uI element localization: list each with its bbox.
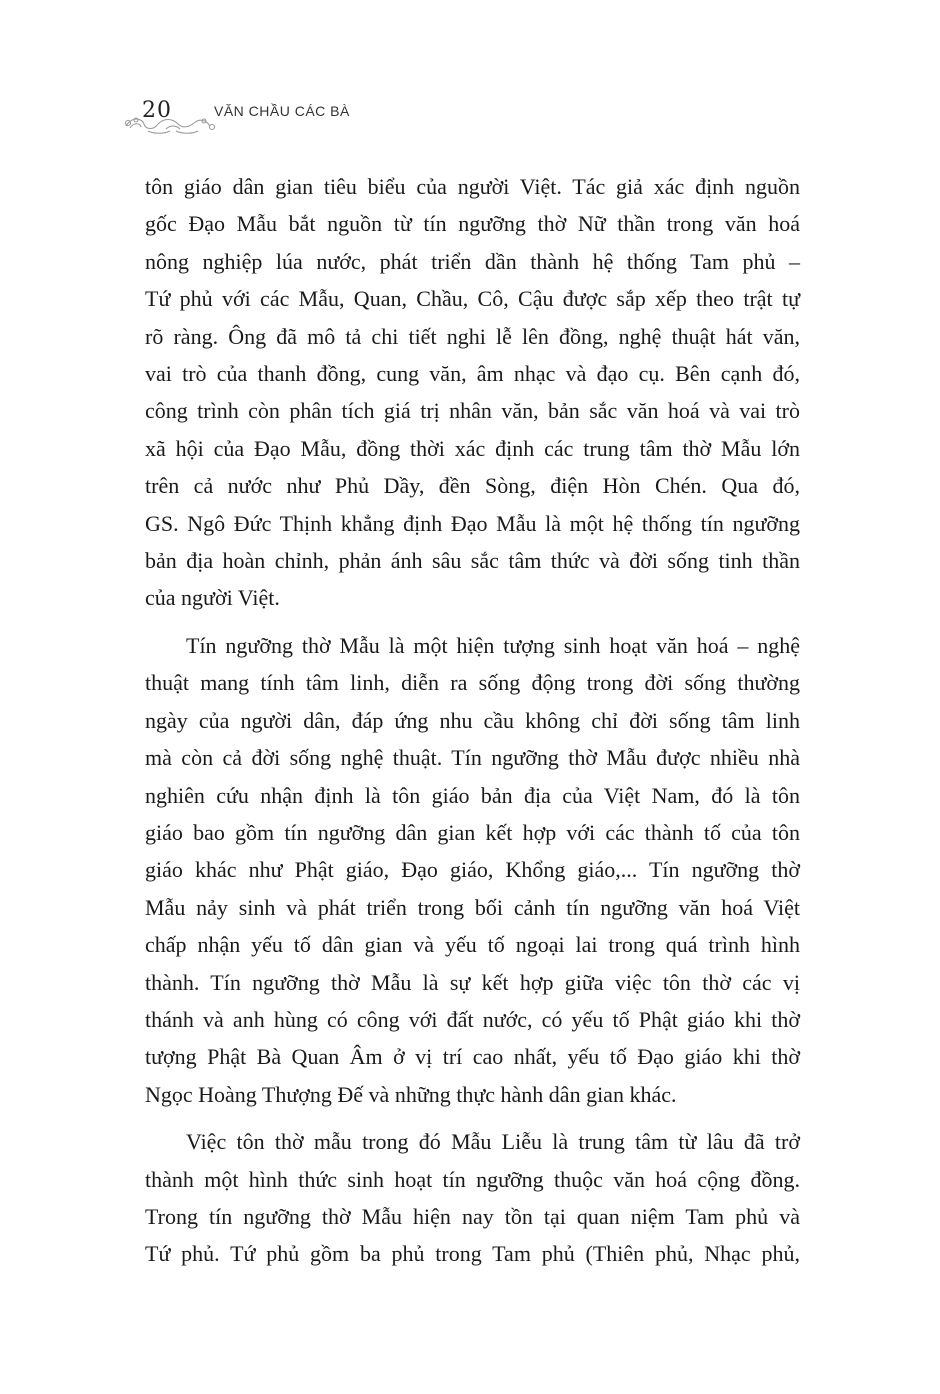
text-line: Tứ phủ. Tứ phủ gồm ba phủ trong Tam phủ (Thiên phủ, Nhạc phủ, — [145, 1241, 800, 1267]
text-line: ngày của người dân, đáp ứng nhu cầu không chỉ đời sống tâm linh — [145, 707, 800, 733]
text-line: gốc Đạo Mẫu bắt nguồn từ tín ngưỡng thờ Nữ thần trong văn hoá — [145, 211, 800, 237]
paragraph-2 — [145, 627, 800, 1113]
text-line: Trong tín ngưỡng thờ Mẫu hiện nay tồn tại quan niệm Tam phủ và — [145, 1203, 800, 1229]
text-line: Việc tôn thờ mẫu trong đó Mẫu Liễu là trung tâm từ lâu đã trở — [186, 1129, 800, 1155]
text-line: thành. Tín ngưỡng thờ Mẫu là sự kết hợp giữa việc tôn thờ các vị — [145, 969, 800, 995]
text-line: giáo bao gồm tín ngưỡng dân gian kết hợp với các thành tố của tôn — [145, 819, 800, 845]
text-line: thánh và anh hùng có công với đất nước, có yếu tố Phật giáo khi thờ — [145, 1006, 800, 1032]
text-line: Tín ngưỡng thờ Mẫu là một hiện tượng sinh hoạt văn hoá – nghệ — [186, 632, 800, 658]
text-line: Mẫu nảy sinh và phát triển trong bối cảnh tín ngưỡng văn hoá Việt — [145, 894, 800, 920]
text-line: nông nghiệp lúa nước, phát triển dần thành hệ thống Tam phủ – — [145, 248, 800, 274]
text-line: xã hội của Đạo Mẫu, đồng thời xác định các trung tâm thờ Mẫu lớn — [145, 435, 800, 461]
running-title: VĂN CHẦU CÁC BÀ — [214, 103, 350, 119]
paragraph-1 — [145, 168, 800, 617]
text-line: tượng Phật Bà Quan Âm ở vị trí cao nhất, yếu tố Đạo giáo khi thờ — [145, 1044, 800, 1070]
running-header — [120, 96, 420, 136]
text-line: nghiên cứu nhận định là tôn giáo bản địa của Việt Nam, đó là tôn — [145, 782, 800, 808]
text-line: công trình còn phân tích giá trị nhân văn, bản sắc văn hoá và vai trò — [145, 398, 800, 424]
text-line: vai trò của thanh đồng, cung văn, âm nhạc và đạo cụ. Bên cạnh đó, — [145, 361, 800, 387]
text-line: rõ ràng. Ông đã mô tả chi tiết nghi lễ lên đồng, nghệ thuật hát văn, — [145, 323, 800, 349]
body-text — [145, 168, 800, 1273]
text-line: Ngọc Hoàng Thượng Đế và những thực hành dân gian khác. — [145, 1081, 677, 1107]
text-line: tôn giáo dân gian tiêu biểu của người Việt. Tác giả xác định nguồn — [145, 174, 800, 199]
text-line: trên cả nước như Phủ Dầy, đền Sòng, điện Hòn Chén. Qua đó, — [145, 473, 800, 499]
text-line: Tứ phủ với các Mẫu, Quan, Chầu, Cô, Cậu được sắp xếp theo trật tự — [145, 286, 800, 312]
text-line: mà còn cả đời sống nghệ thuật. Tín ngưỡng thờ Mẫu được nhiều nhà — [145, 745, 800, 771]
page-number: 20 — [142, 98, 172, 123]
text-line: GS. Ngô Đức Thịnh khẳng định Đạo Mẫu là một hệ thống tín ngưỡng — [145, 510, 800, 536]
text-line: của người Việt. — [145, 585, 280, 611]
text-line: bản địa hoàn chỉnh, phản ánh sâu sắc tâm thức và đời sống tinh thần — [145, 548, 800, 574]
paragraph-3 — [145, 1123, 800, 1273]
text-line: thành một hình thức sinh hoạt tín ngưỡng thuộc văn hoá cộng đồng. — [145, 1166, 800, 1192]
text-line: chấp nhận yếu tố dân gian và yếu tố ngoại lai trong quá trình hình — [145, 932, 800, 958]
text-line: thuật mang tính tâm linh, diễn ra sống động trong đời sống thường — [145, 670, 800, 696]
text-line: giáo khác như Phật giáo, Đạo giáo, Khổng giáo,... Tín ngưỡng thờ — [145, 857, 800, 883]
